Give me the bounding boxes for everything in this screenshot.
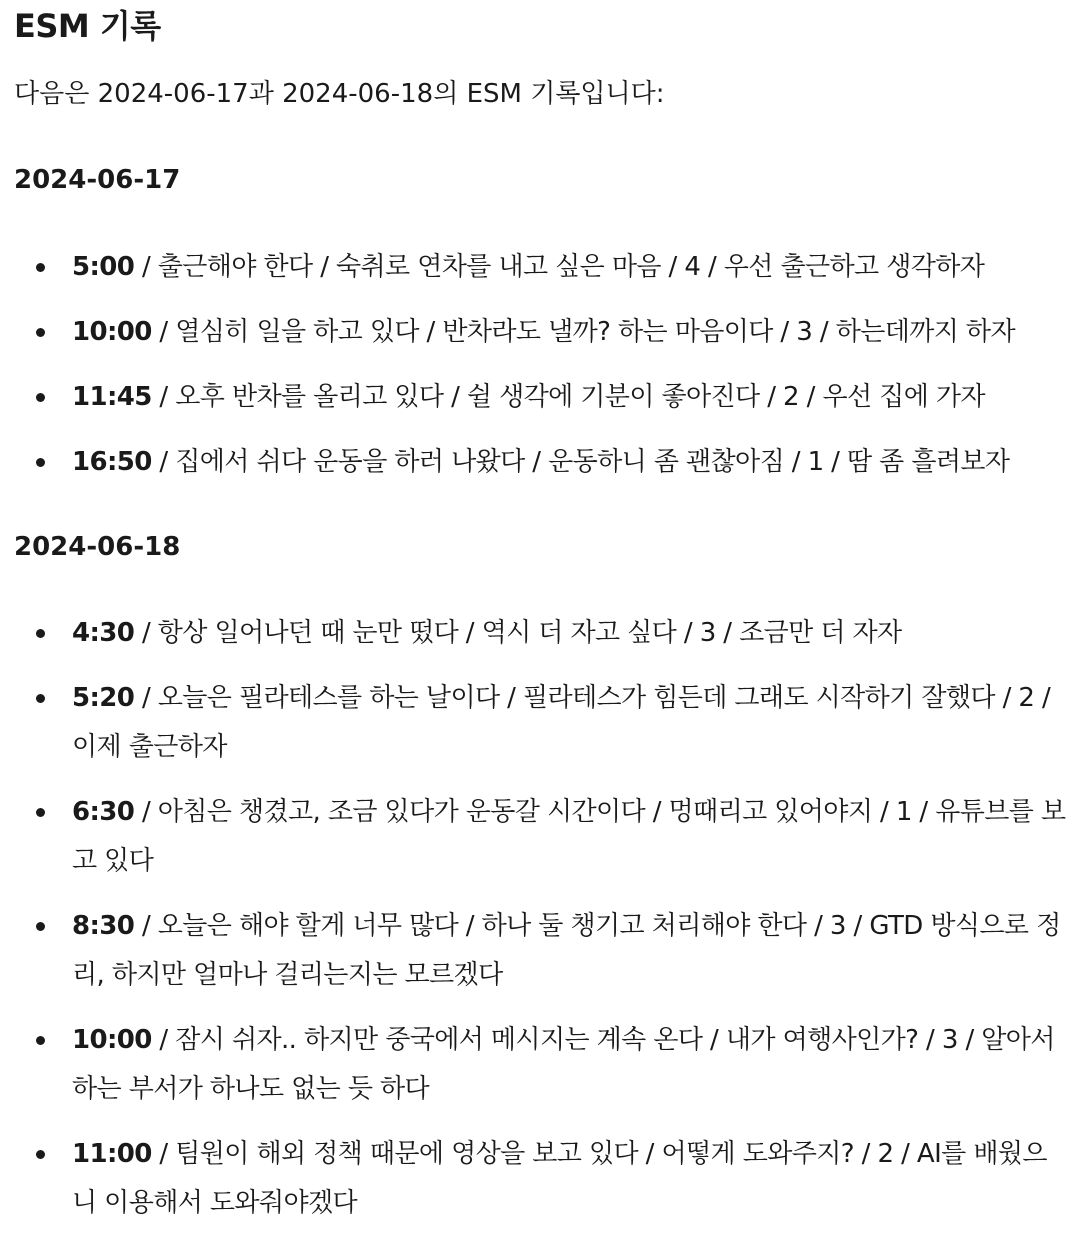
entry-text: / 잠시 쉬자.. 하지만 중국에서 메시지는 계속 온다 / 내가 여행사인가? / 3 / 알아서 하는 부서가 하나도 없는 듯 하다: [72, 1025, 1055, 1104]
list-item: [14, 373, 1066, 422]
bullet-icon: [36, 808, 45, 817]
entry-time: 10:00: [72, 317, 152, 347]
entry-time: 5:20: [72, 683, 135, 713]
list-item: [14, 674, 1066, 772]
entry-text: / 오늘은 해야 할게 너무 많다 / 하나 둘 챙기고 처리해야 한다 / 3 / GTD 방식으로 정리, 하지만 얼마나 걸리는지는 모르겠다: [72, 911, 1061, 990]
entry-list: [14, 609, 1066, 1244]
entry-text: / 팀원이 해외 정책 때문에 영상을 보고 있다 / 어떻게 도와주지? / 2 / AI를 배웠으니 이용해서 도와줘야겠다: [72, 1139, 1047, 1218]
day-heading: 2024-06-17: [14, 165, 181, 195]
list-item: [14, 438, 1066, 487]
list-item: [14, 609, 1066, 658]
list-item: [14, 788, 1066, 886]
day-heading: 2024-06-18: [14, 532, 181, 562]
entry-time: 16:50: [72, 447, 152, 477]
list-item: [14, 308, 1066, 357]
bullet-icon: [36, 458, 45, 467]
entry-time: 11:00: [72, 1139, 152, 1169]
entry-time: 4:30: [72, 618, 135, 648]
bullet-icon: [36, 263, 45, 272]
list-item: [14, 902, 1066, 1000]
entry-time: 5:00: [72, 252, 135, 282]
bullet-icon: [36, 629, 45, 638]
entry-text: / 아침은 챙겼고, 조금 있다가 운동갈 시간이다 / 멍때리고 있어야지 / 1 / 유튜브를 보고 있다: [72, 797, 1066, 876]
entry-time: 10:00: [72, 1025, 152, 1055]
entry-time: 8:30: [72, 911, 135, 941]
list-item: [14, 1130, 1066, 1228]
bullet-icon: [36, 328, 45, 337]
bullet-icon: [36, 1150, 45, 1159]
page-title: ESM 기록: [14, 7, 161, 45]
entry-text: / 오후 반차를 올리고 있다 / 쉴 생각에 기분이 좋아진다 / 2 / 우선 집에 가자: [151, 382, 985, 412]
entry-text: / 집에서 쉬다 운동을 하러 나왔다 / 운동하니 좀 괜찮아짐 / 1 / 땀 좀 흘려보자: [151, 447, 1010, 477]
bullet-icon: [36, 393, 45, 402]
entry-text: / 출근해야 한다 / 숙취로 연차를 내고 싶은 마음 / 4 / 우선 출근하고 생각하자: [134, 252, 985, 282]
list-item: [14, 243, 1066, 292]
bullet-icon: [36, 694, 45, 703]
entry-list: [14, 243, 1066, 503]
bullet-icon: [36, 1036, 45, 1045]
intro-text: 다음은 2024-06-17과 2024-06-18의 ESM 기록입니다:: [14, 79, 665, 109]
entry-time: 11:45: [72, 382, 152, 412]
list-item: [14, 1016, 1066, 1114]
entry-text: / 열심히 일을 하고 있다 / 반차라도 낼까? 하는 마음이다 / 3 / 하는데까지 하자: [151, 317, 1015, 347]
bullet-icon: [36, 922, 45, 931]
entry-time: 6:30: [72, 797, 135, 827]
entry-text: / 항상 일어나던 때 눈만 떴다 / 역시 더 자고 싶다 / 3 / 조금만 더 자자: [134, 618, 902, 648]
entry-text: / 오늘은 필라테스를 하는 날이다 / 필라테스가 힘든데 그래도 시작하기 잘했다 / 2 / 이제 출근하자: [72, 683, 1051, 762]
